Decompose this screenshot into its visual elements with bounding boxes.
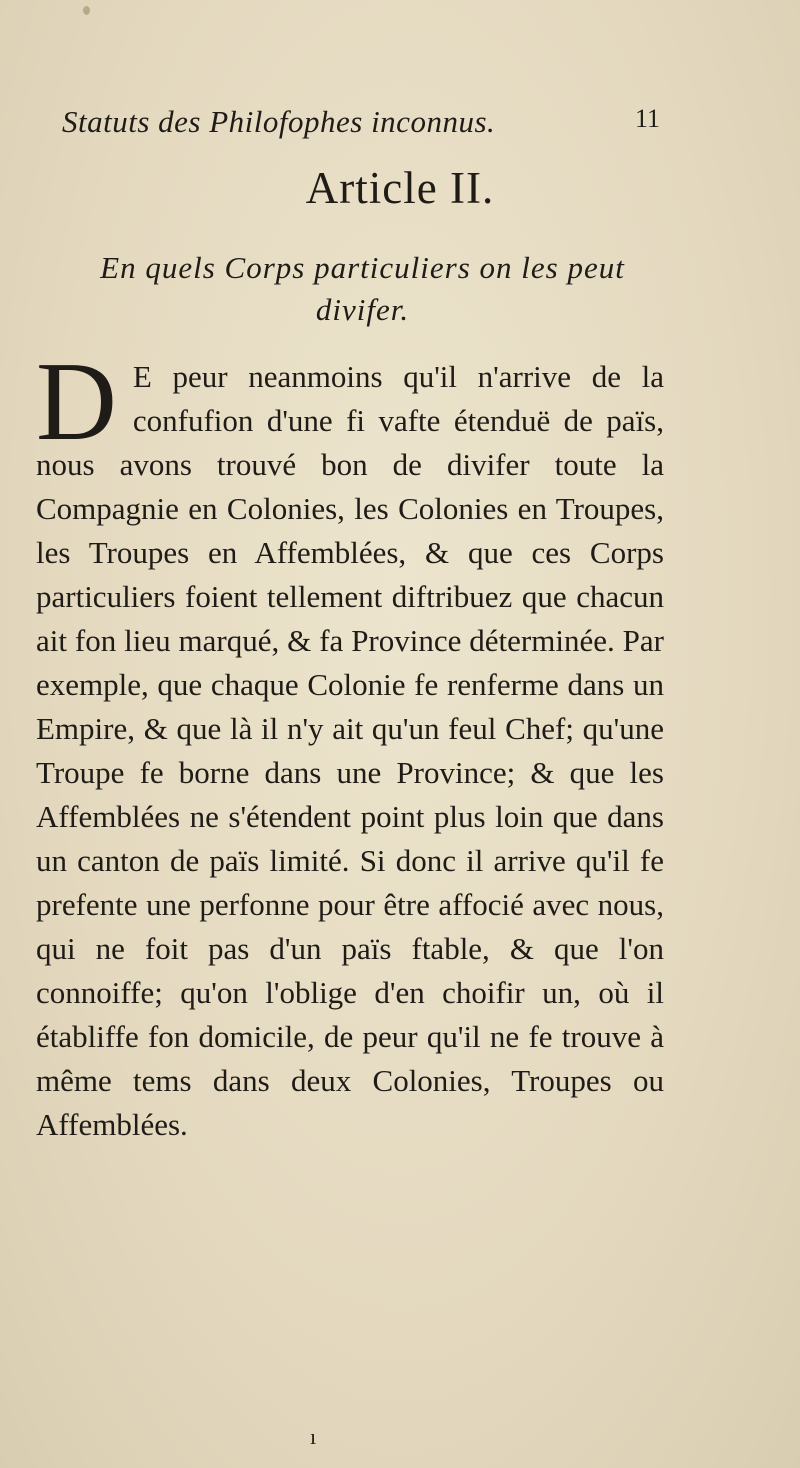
- running-title: Statuts des Philofophes inconnus.: [62, 104, 496, 139]
- footer-mark: ı: [310, 1424, 317, 1449]
- body-paragraph: [36, 340, 664, 1147]
- article-subtitle: En quels Corps particuliers on les peut divifer.: [100, 250, 625, 327]
- drop-cap: D: [36, 340, 117, 464]
- running-head: [62, 104, 660, 144]
- paragraph-text: E peur neanmoins qu'il n'arrive de la confufion d'une fi vafte étenduë de païs, nous avons trouvé bon de divifer toute la Compagnie en Colonies, les Colonies en Troupes, les Troupes en Affemblées, & que ces Corps particuliers foient tellement diftribuez que chacun ait fon lieu marqué, & fa Province déterminée. Par exemple, que chaque Colonie fe renferme dans un Empire, & que là il n'y ait qu'un feul Chef; qu'une Troupe fe borne dans une Province; & que les Affemblées ne s'étendent point plus loin que dans un canton de païs limité. Si donc il arrive qu'il fe prefente une perfonne pour être affocié avec nous, qui ne foit pas d'un païs ftable, & que l'on connoiffe; qu'on l'oblige d'en choifir un, où il établiffe fon domicile, de peur qu'il ne fe trouve à même tems dans deux Colonies, Troupes ou Affemblées.: [36, 359, 664, 1142]
- paper-stain: [83, 6, 90, 15]
- article-heading: Article II.: [305, 163, 495, 213]
- page-number: 11: [634, 104, 660, 133]
